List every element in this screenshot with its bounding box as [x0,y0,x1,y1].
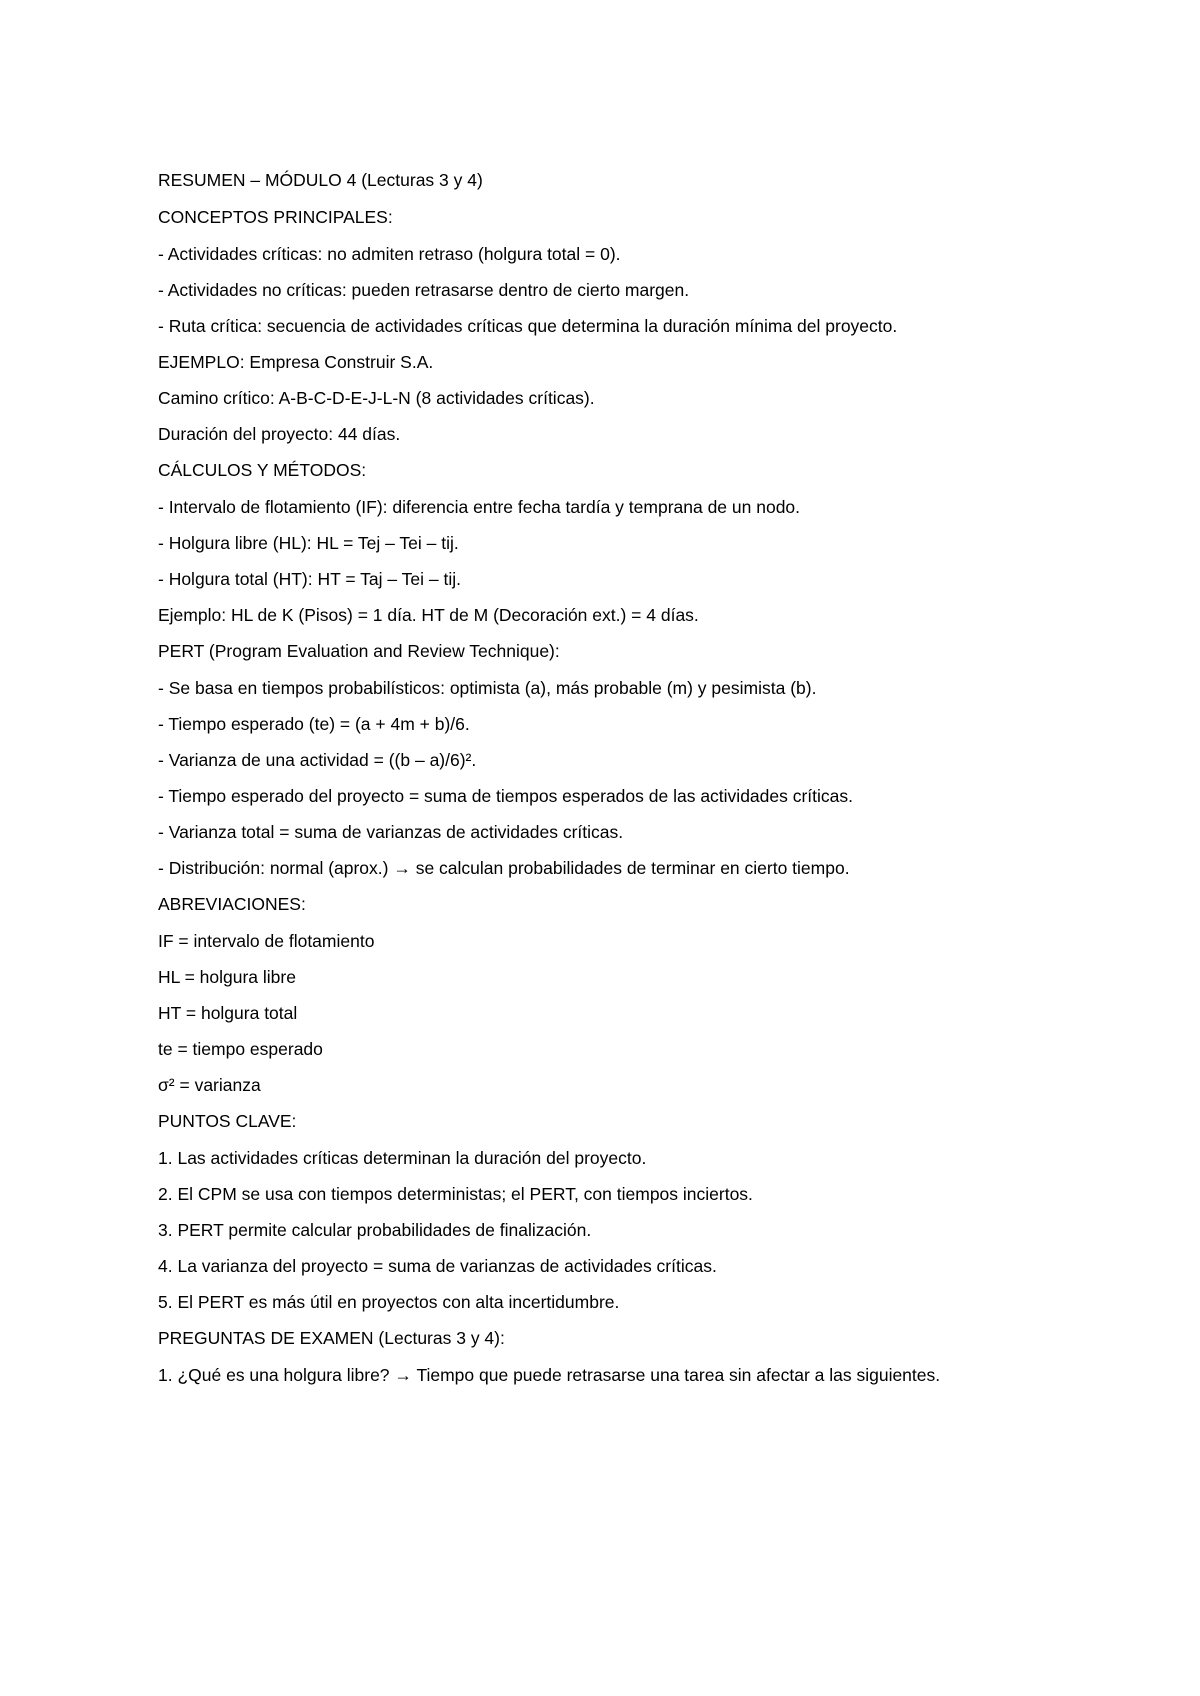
section-heading-ejemplo: EJEMPLO: Empresa Construir S.A. [158,352,434,372]
section-conceptos [158,207,1038,337]
section-calculos [158,460,1038,626]
list-item: - Holgura libre (HL): HL = Tej – Tei – tij. [158,533,459,553]
section-heading-puntos-clave: PUNTOS CLAVE: [158,1111,297,1131]
section-heading-abreviaciones: ABREVIACIONES: [158,894,306,914]
list-item: σ² = varianza [158,1075,261,1095]
section-preguntas [158,1328,1038,1386]
section-puntos-clave [158,1111,1038,1313]
section-abreviaciones [158,894,1038,1096]
list-item: 5. El PERT es más útil en proyectos con alta incertidumbre. [158,1292,620,1312]
list-item: - Intervalo de flotamiento (IF): diferencia entre fecha tardía y temprana de un nodo. [158,497,801,517]
section-heading-pert: PERT (Program Evaluation and Review Technique): [158,641,560,661]
list-item: Ejemplo: HL de K (Pisos) = 1 día. HT de M (Decoración ext.) = 4 días. [158,605,699,625]
list-item: - Varianza de una actividad = ((b – a)/6)². [158,750,477,770]
list-item: 4. La varianza del proyecto = suma de varianzas de actividades críticas. [158,1256,717,1276]
list-item: - Se basa en tiempos probabilísticos: optimista (a), más probable (m) y pesimista (b). [158,678,817,698]
list-item: HT = holgura total [158,1003,298,1023]
list-item: - Actividades críticas: no admiten retraso (holgura total = 0). [158,244,621,264]
section-heading-calculos: CÁLCULOS Y MÉTODOS: [158,460,367,480]
section-pert [158,641,1038,879]
list-item: Duración del proyecto: 44 días. [158,424,401,444]
list-item: - Distribución: normal (aprox.) → se calculan probabilidades de terminar en cierto tiempo. [158,858,850,878]
list-item: - Actividades no críticas: pueden retrasarse dentro de cierto margen. [158,280,690,300]
list-item: - Varianza total = suma de varianzas de actividades críticas. [158,822,624,842]
list-item: IF = intervalo de flotamiento [158,931,375,951]
list-item: - Holgura total (HT): HT = Taj – Tei – tij. [158,569,461,589]
list-item: 3. PERT permite calcular probabilidades de finalización. [158,1220,592,1240]
list-item: te = tiempo esperado [158,1039,323,1059]
list-item: - Tiempo esperado (te) = (a + 4m + b)/6. [158,714,470,734]
list-item: Camino crítico: A-B-C-D-E-J-L-N (8 actividades críticas). [158,388,595,408]
document-page [158,170,1038,1401]
list-item: HL = holgura libre [158,967,296,987]
document-title: RESUMEN – MÓDULO 4 (Lecturas 3 y 4) [158,170,483,190]
list-item: 1. ¿Qué es una holgura libre? → Tiempo que puede retrasarse una tarea sin afectar a las siguientes. [158,1365,941,1385]
section-heading-preguntas: PREGUNTAS DE EXAMEN (Lecturas 3 y 4): [158,1328,505,1348]
list-item: - Tiempo esperado del proyecto = suma de tiempos esperados de las actividades críticas. [158,786,854,806]
list-item: - Ruta crítica: secuencia de actividades críticas que determina la duración mínima del proyecto. [158,316,898,336]
section-heading-conceptos: CONCEPTOS PRINCIPALES: [158,207,393,227]
list-item: 2. El CPM se usa con tiempos deterministas; el PERT, con tiempos inciertos. [158,1184,753,1204]
section-ejemplo [158,352,1038,445]
list-item: 1. Las actividades críticas determinan la duración del proyecto. [158,1148,647,1168]
